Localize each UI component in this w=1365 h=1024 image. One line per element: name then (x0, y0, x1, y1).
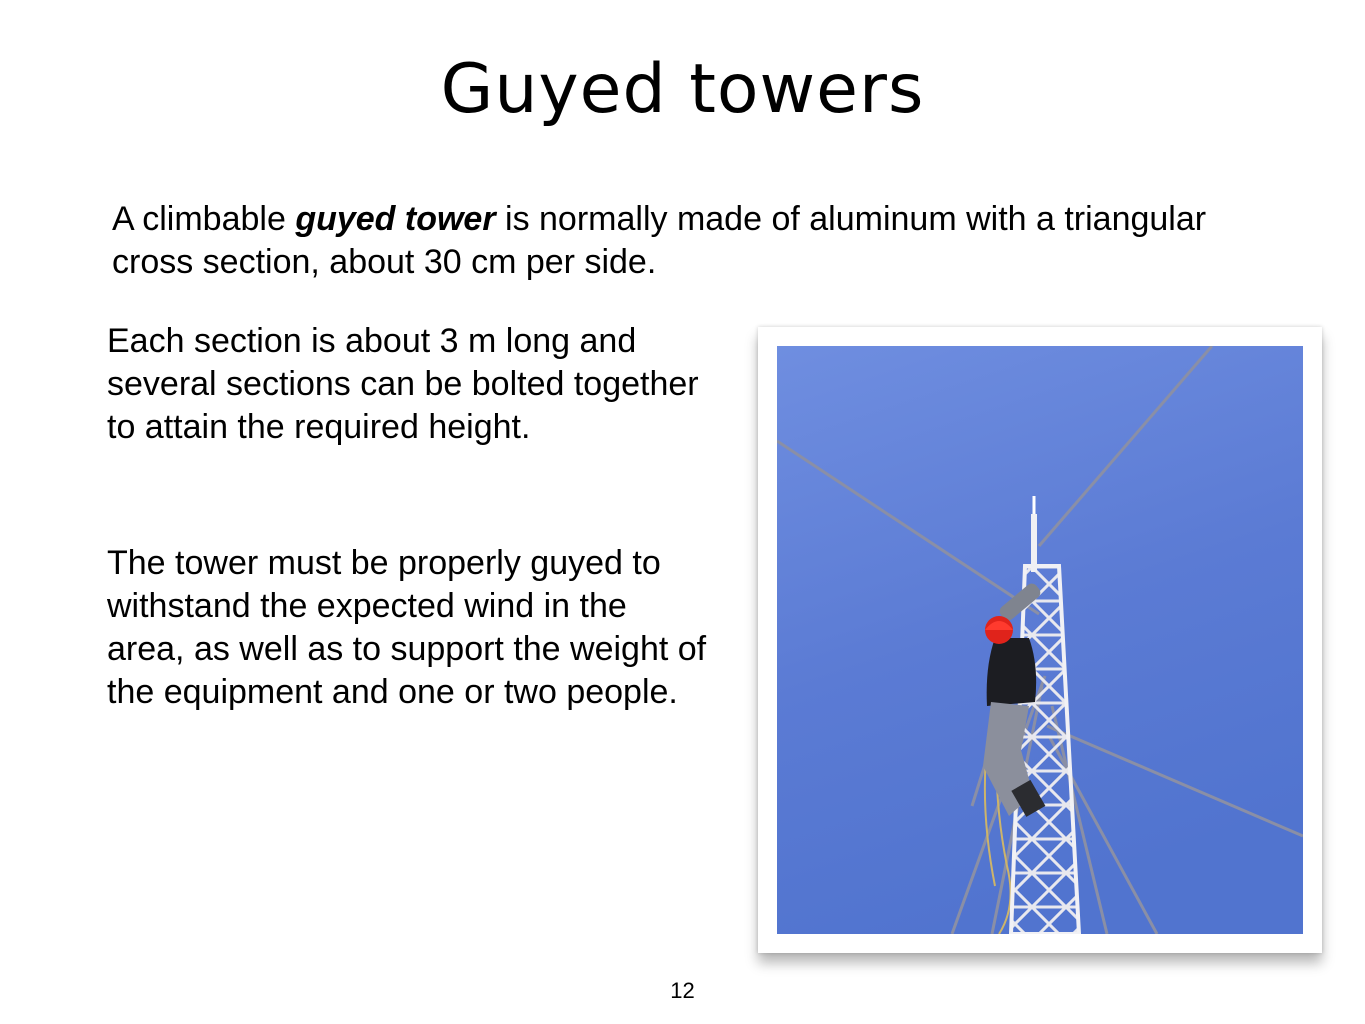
intro-text (112, 198, 1252, 284)
intro-emphasis: guyed tower (295, 200, 496, 238)
intro-text-start: A climbable (112, 200, 296, 238)
section-length-paragraph: Each section is about 3 m long and several sections can be bolted together to attain the required height. (107, 322, 699, 446)
mast-antenna (1031, 514, 1037, 572)
photo-frame (758, 327, 1322, 953)
guying-paragraph: The tower must be properly guyed to withstand the expected wind in the area, as well as to support the weight of the equipment and one or two people. (107, 544, 707, 711)
page-number: 12 (670, 978, 695, 1003)
intro-text-end: is normally made of aluminum with a triangular cross section, about 30 cm per side. (112, 200, 1207, 281)
tower-climber-photo (777, 346, 1303, 934)
slide-title: Guyed towers (440, 50, 925, 129)
tower-climber-illustration (777, 346, 1303, 934)
